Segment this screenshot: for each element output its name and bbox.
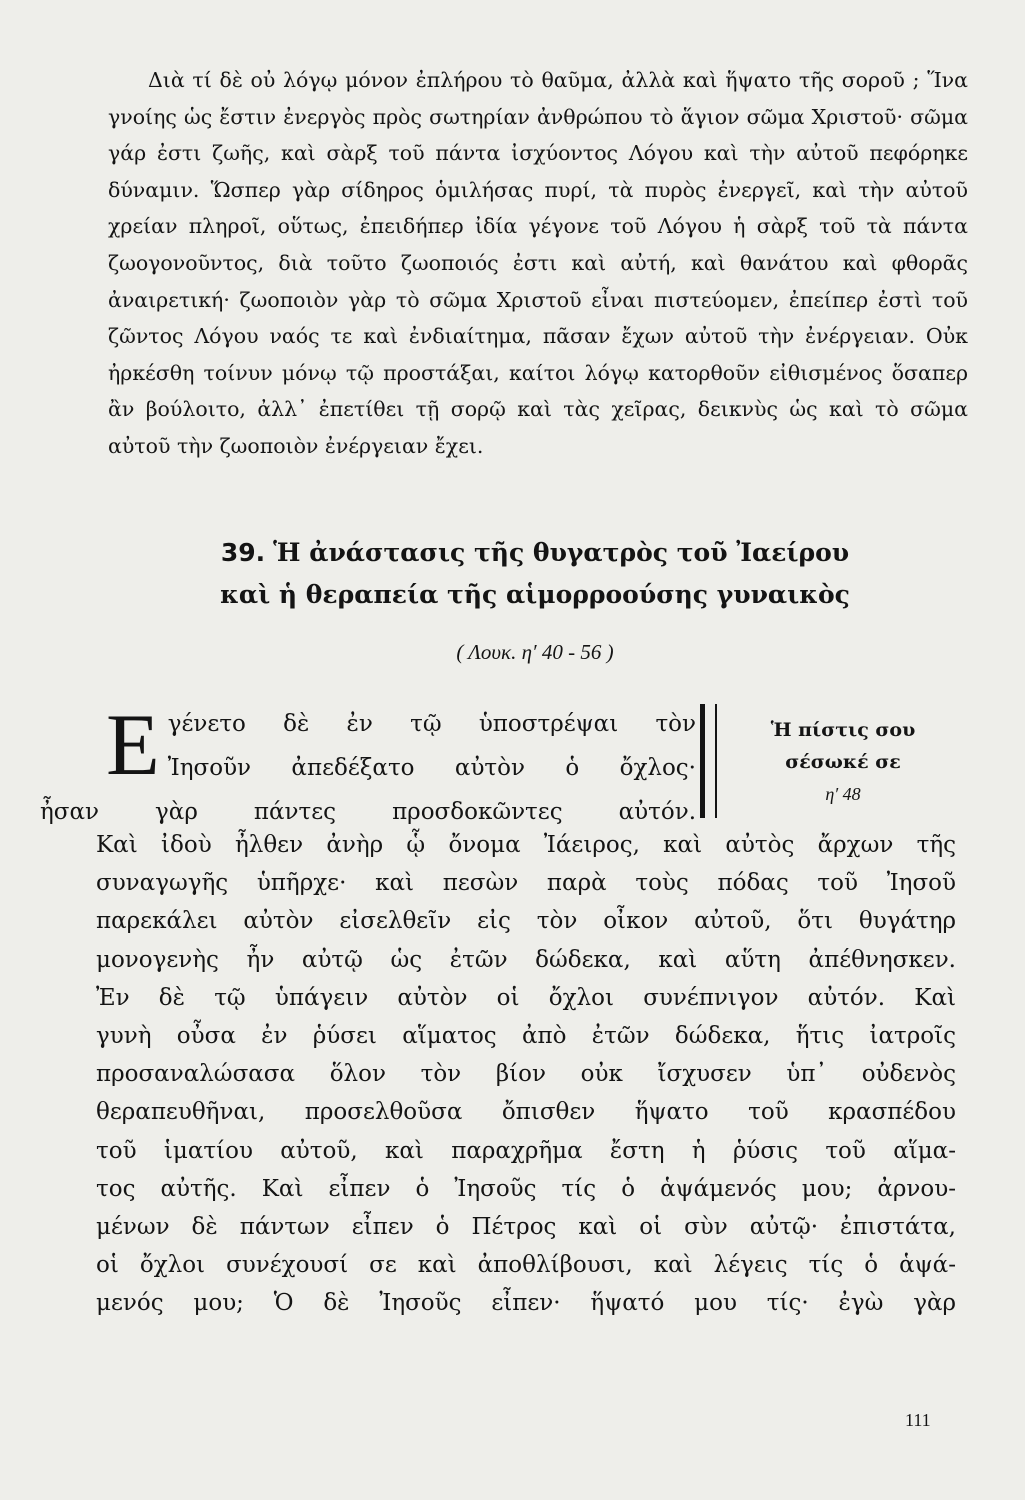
text-line: τος αὐτῆς. Καὶ εἶπεν ὁ Ἰησοῦς τίς ὁ ἁψάμενός μου; ἀρνου- [96,1175,956,1202]
section-heading [140,532,930,616]
text-line: μένων δὲ πάντων εἶπεν ὁ Πέτρος καὶ οἱ σὺν αὐτῷ· ἐπιστάτα, [96,1214,956,1241]
section-title-line-2: καὶ ἡ θεραπεία τῆς αἱμορροούσης γυναικὸς [220,580,850,609]
commentary-paragraph: Διὰ τί δὲ οὐ λόγῳ μόνον ἐπλήρου τὸ θαῦμα, ἀλλὰ καὶ ἥψατο τῆς σοροῦ ; Ἵνα γνοίης ὡς ἔστιν ἐνεργὸς πρὸς σωτηρίαν ἀνθρώπου τὸ ἅγιον σῶμα Χριστοῦ· σῶμα γάρ ἐστι ζωῆς, καὶ σὰρξ τοῦ πάντα ἰσχύοντος Λόγου καὶ τὴν αὐτοῦ πεφόρηκε δύναμιν. Ὥσπερ γὰρ σίδηρος ὁμιλήσας πυρί, τὰ πυρὸς ἐνεργεῖ, καὶ τὴν αὐτοῦ χρείαν πληροῖ, οὕτως, ἐπειδήπερ ἰδία γέγονε τοῦ Λόγου ἡ σὰρξ τοῦ τὰ πάντα ζωογονοῦντος, διὰ τοῦτο ζωοποιός ἐστι καὶ αὐτή, καὶ θανάτου καὶ φθορᾶς ἀναιρετική· ζωοποιὸν γὰρ τὸ σῶμα Χριστοῦ εἶναι πιστεύομεν, ἐπείπερ ἐστὶ τοῦ ζῶντος Λόγου ναός τε καὶ ἐνδιαίτημα, πᾶσαν ἔχων αὐτοῦ τὴν ἐνέργειαν. Οὐκ ἠρκέσθη τοίνυν μόνῳ τῷ προστάξαι, καίτοι λόγῳ κατορθοῦν εἰθισμένος ὅσαπερ ἂν βούλοιτο, ἀλλ᾽ ἐπετίθει τῇ σορῷ καὶ τὰς χεῖρας, δεικνὺς ὡς καὶ τὸ σῶμα αὐτοῦ τὴν ζωοποιὸν ἐνέργειαν ἔχει. [108,68,968,458]
opening-line: ἦσαν γὰρ πάντες προσδοκῶντες αὐτόν. [40,799,696,825]
section-number: 39. [220,538,266,567]
text-line: γυνὴ οὖσα ἐν ῥύσει αἵματος ἀπὸ ἐτῶν δώδεκα, ἥτις ἰατροῖς [96,1023,956,1050]
main-text [96,826,956,1323]
commentary-block [108,62,968,465]
sidebar-divider [700,704,717,818]
opening-line: γένετο δὲ ἐν τῷ ὑποστρέψαι τὸν [167,711,696,737]
scripture-reference: ( Λουκ. η′ 40 - 56 ) [456,640,614,664]
text-line: θεραπευθῆναι, προσελθοῦσα ὄπισθεν ἥψατο τοῦ κρασπέδου [96,1099,956,1126]
opening-line: Ἰησοῦν ἀπεδέξατο αὐτὸν ὁ ὄχλος· [167,755,696,781]
text-line: μονογενὴς ἦν αὐτῷ ὡς ἐτῶν δώδεκα, καὶ αὕτη ἀπέθνησκεν. [96,946,956,973]
opening-verse [40,697,696,834]
margin-note [728,714,958,810]
text-line: μενός μου; Ὁ δὲ Ἰησοῦς εἶπεν· ἥψατό μου τίς· ἐγὼ γὰρ [96,1290,956,1317]
text-line: συναγωγῆς ὑπῆρχε· καὶ πεσὼν παρὰ τοὺς πόδας τοῦ Ἰησοῦ [96,870,956,897]
drop-cap: Ε [106,697,160,794]
margin-note-line: σέσωκέ σε [785,751,901,773]
page-number: 111 [905,1410,931,1430]
text-line: Καὶ ἰδοὺ ἦλθεν ἀνὴρ ᾧ ὄνομα Ἰάειρος, καὶ αὐτὸς ἄρχων τῆς [96,832,956,858]
text-line: παρεκάλει αὐτὸν εἰσελθεῖν εἰς τὸν οἶκον αὐτοῦ, ὅτι θυγάτηρ [96,908,956,935]
text-line: τοῦ ἱματίου αὐτοῦ, καὶ παραχρῆμα ἔστη ἡ ῥύσις τοῦ αἵμα- [96,1137,956,1164]
margin-note-line: Ἡ πίστις σου [770,719,916,741]
text-line: προσαναλώσασα ὅλον τὸν βίον οὐκ ἴσχυσεν ὑπ᾽ οὐδενὸς [96,1061,956,1088]
section-title-line-1 [140,532,930,574]
text-line: οἱ ὄχλοι συνέχουσί σε καὶ ἀποθλίβουσι, καὶ λέγεις τίς ὁ ἁψά- [96,1252,956,1279]
section-title-text: Ἡ ἀνάστασις τῆς θυγατρὸς τοῦ Ἰαείρου [273,538,850,567]
text-line: Ἐν δὲ τῷ ὑπάγειν αὐτὸν οἱ ὄχλοι συνέπνιγον αὐτόν. Καὶ [96,984,956,1011]
margin-note-reference: η′ 48 [825,784,861,804]
